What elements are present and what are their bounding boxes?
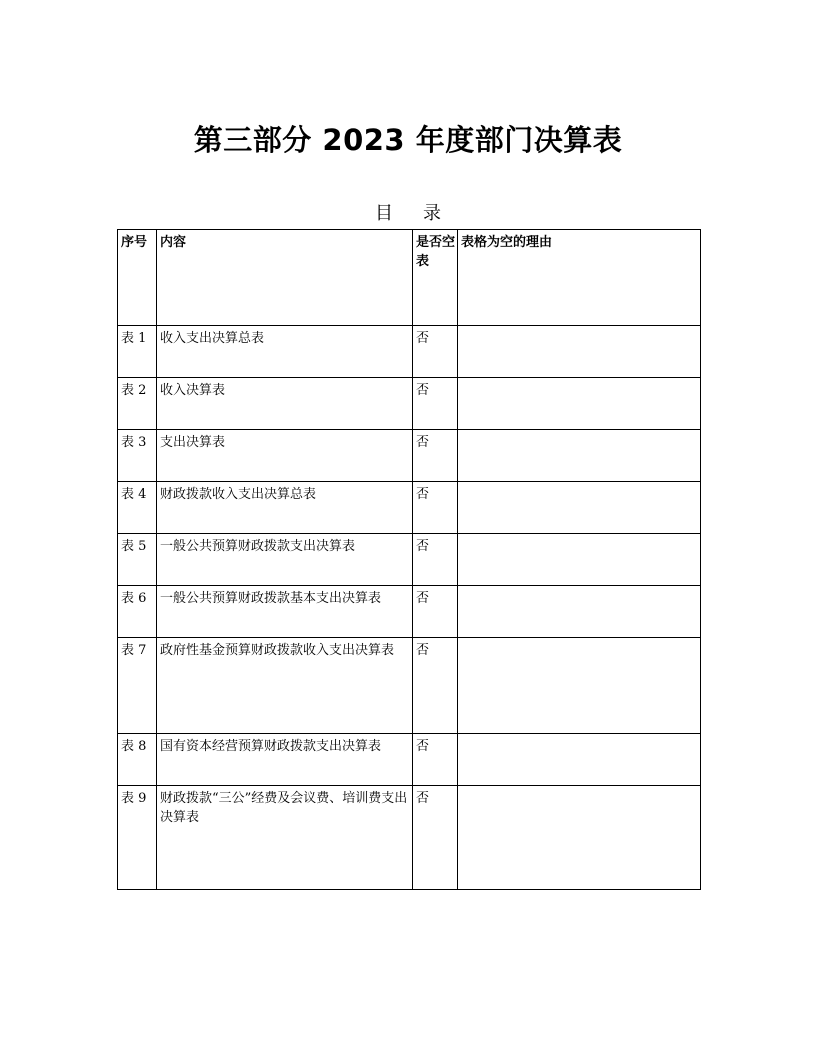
row-seq: 表 4 bbox=[118, 482, 157, 534]
row-reason bbox=[458, 586, 701, 638]
row-content: 政府性基金预算财政拨款收入支出决算表 bbox=[157, 638, 413, 734]
row-reason bbox=[458, 482, 701, 534]
row-content: 财政拨款“三公”经费及会议费、培训费支出决算表 bbox=[157, 786, 413, 890]
header-is-empty: 是否空表 bbox=[413, 230, 458, 326]
row-content: 国有资本经营预算财政拨款支出决算表 bbox=[157, 734, 413, 786]
header-seq: 序号 bbox=[118, 230, 157, 326]
row-reason bbox=[458, 786, 701, 890]
row-is-empty: 否 bbox=[413, 786, 458, 890]
row-seq: 表 6 bbox=[118, 586, 157, 638]
row-reason bbox=[458, 430, 701, 482]
row-seq: 表 1 bbox=[118, 326, 157, 378]
row-seq: 表 3 bbox=[118, 430, 157, 482]
row-is-empty: 否 bbox=[413, 534, 458, 586]
row-seq: 表 8 bbox=[118, 734, 157, 786]
row-reason bbox=[458, 326, 701, 378]
row-seq: 表 9 bbox=[118, 786, 157, 890]
row-seq: 表 5 bbox=[118, 534, 157, 586]
row-reason bbox=[458, 734, 701, 786]
table-row bbox=[118, 482, 701, 534]
table-row bbox=[118, 734, 701, 786]
table-row bbox=[118, 638, 701, 734]
page-title: 第三部分 2023 年度部门决算表 bbox=[193, 123, 623, 157]
row-content: 支出决算表 bbox=[157, 430, 413, 482]
table-row bbox=[118, 786, 701, 890]
row-is-empty: 否 bbox=[413, 586, 458, 638]
table-header-row bbox=[118, 230, 701, 326]
table-row bbox=[118, 534, 701, 586]
row-is-empty: 否 bbox=[413, 734, 458, 786]
row-is-empty: 否 bbox=[413, 326, 458, 378]
table-row bbox=[118, 326, 701, 378]
row-reason bbox=[458, 378, 701, 430]
row-seq: 表 7 bbox=[118, 638, 157, 734]
row-seq: 表 2 bbox=[118, 378, 157, 430]
row-content: 收入支出决算总表 bbox=[157, 326, 413, 378]
row-content: 一般公共预算财政拨款支出决算表 bbox=[157, 534, 413, 586]
row-content: 财政拨款收入支出决算总表 bbox=[157, 482, 413, 534]
row-is-empty: 否 bbox=[413, 482, 458, 534]
toc-table bbox=[117, 229, 701, 890]
row-reason bbox=[458, 534, 701, 586]
row-is-empty: 否 bbox=[413, 378, 458, 430]
row-is-empty: 否 bbox=[413, 430, 458, 482]
row-content: 收入决算表 bbox=[157, 378, 413, 430]
table-row bbox=[118, 378, 701, 430]
table-row bbox=[118, 430, 701, 482]
table-row bbox=[118, 586, 701, 638]
toc-heading: 目录 bbox=[375, 203, 471, 224]
header-content: 内容 bbox=[157, 230, 413, 326]
header-reason: 表格为空的理由 bbox=[458, 230, 701, 326]
row-reason bbox=[458, 638, 701, 734]
row-is-empty: 否 bbox=[413, 638, 458, 734]
row-content: 一般公共预算财政拨款基本支出决算表 bbox=[157, 586, 413, 638]
